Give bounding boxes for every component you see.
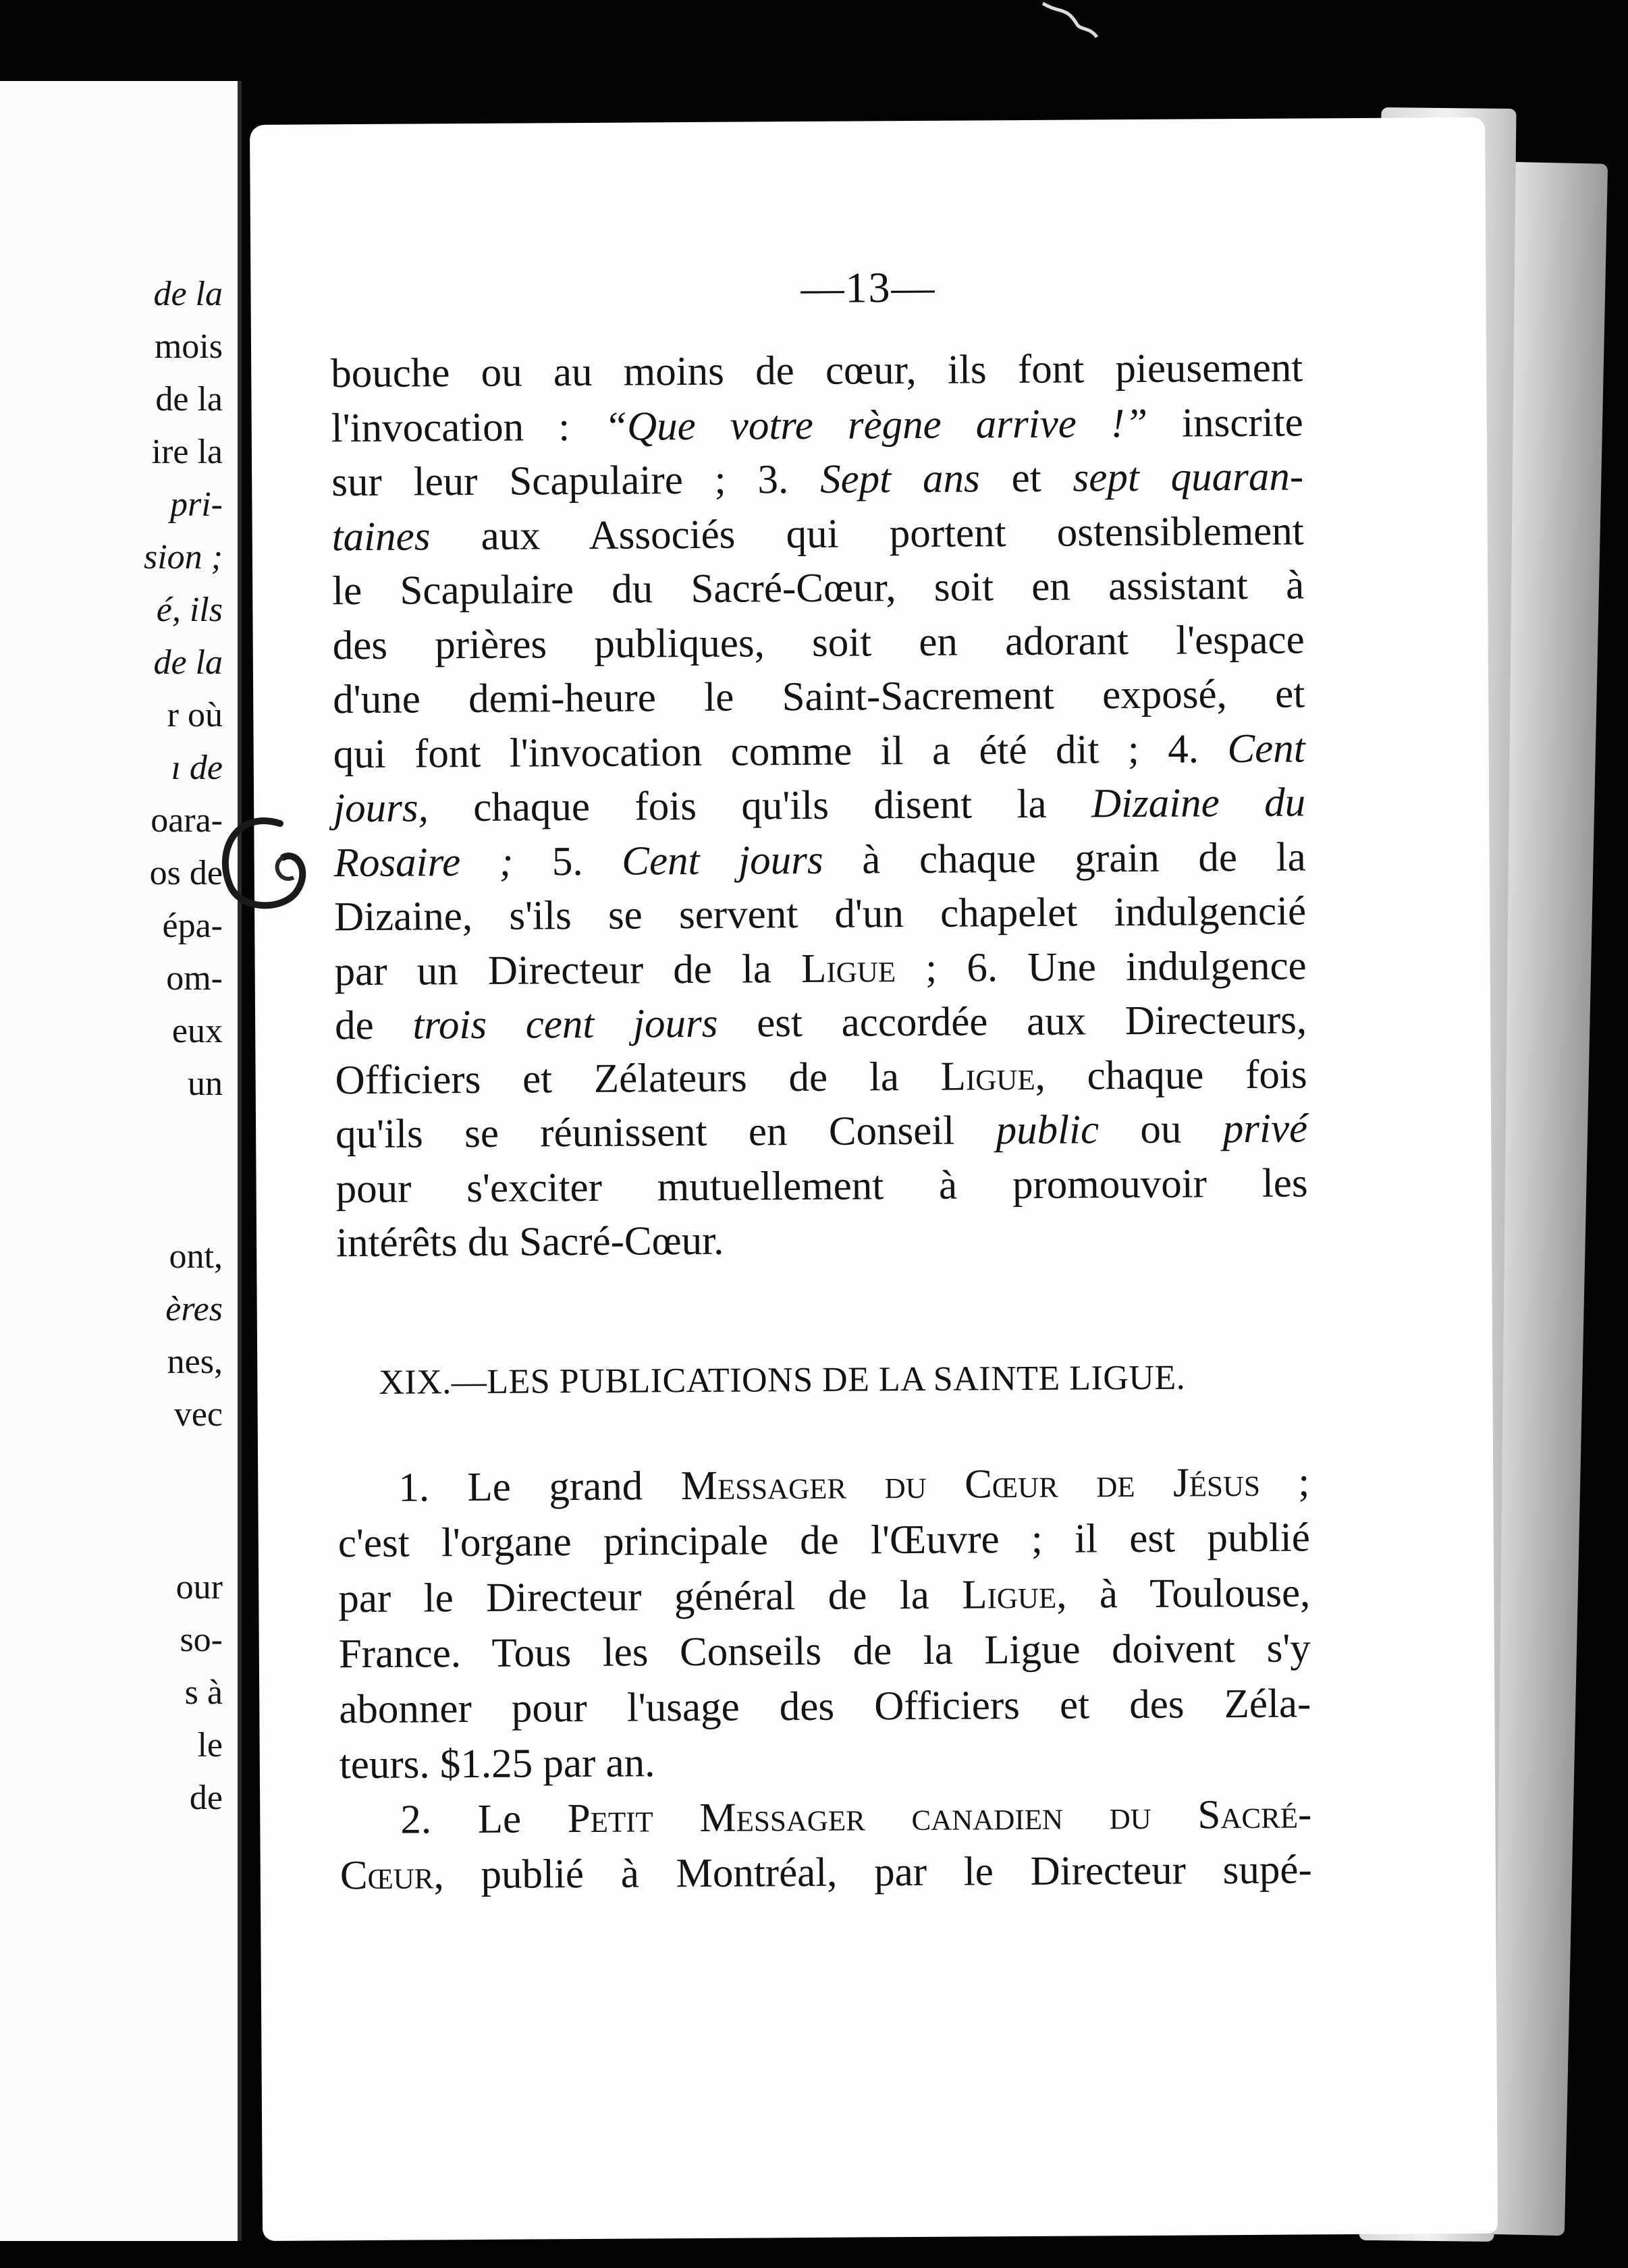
binding-string-icon xyxy=(216,810,317,918)
text-segment: est accordée aux Directeurs, xyxy=(717,997,1307,1046)
left-page-fragment: de la xyxy=(155,380,223,418)
text-segment: 2. Le xyxy=(400,1796,568,1843)
italic-text: trois cent jours xyxy=(412,1000,718,1048)
left-page-fragment: oara- xyxy=(151,801,223,840)
text-line xyxy=(335,993,1307,1053)
text-segment: l'invocation : xyxy=(331,404,605,451)
text-segment: ; xyxy=(1259,1459,1310,1505)
text-line xyxy=(338,1510,1310,1571)
small-caps-text: Ligue xyxy=(801,945,896,992)
text-segment: Dizaine, s'ils se servent d'un chapelet indulgencié xyxy=(333,888,1307,940)
left-page-fragment: de la xyxy=(153,643,223,682)
text-segment: sur leur Scapulaire ; 3. xyxy=(331,456,821,506)
text-line xyxy=(334,884,1306,944)
left-page-fragment: ire la xyxy=(151,433,223,471)
text-line xyxy=(334,939,1306,999)
text-segment: par un Directeur de la xyxy=(334,946,802,994)
left-page xyxy=(0,81,242,2241)
text-line xyxy=(335,1156,1307,1216)
text-line xyxy=(331,504,1303,564)
text-line xyxy=(340,1731,1311,1793)
section-heading: XIX.—LES PUBLICATIONS DE LA SAINTE LIGUE. xyxy=(379,1358,1186,1402)
text-segment: intérêts du Sacré-Cœur. xyxy=(335,1218,724,1266)
text-segment: teurs. $1.25 par an. xyxy=(339,1740,655,1788)
text-segment: ; 6. Une indulgence xyxy=(895,942,1307,991)
text-segment: qu'ils se réunissent en Conseil xyxy=(335,1108,996,1158)
italic-text: Cent jours xyxy=(622,837,823,884)
text-segment: de xyxy=(334,1002,413,1049)
text-segment: Officiers et Zélateurs de la xyxy=(335,1054,941,1103)
left-page-fragment: de la xyxy=(153,275,223,313)
text-segment: bouche ou au moins de cœur, ils font pieusement xyxy=(331,345,1303,397)
text-line xyxy=(333,830,1305,890)
left-page-fragment: mois xyxy=(154,327,223,366)
text-line xyxy=(335,1048,1307,1108)
page-number: —13— xyxy=(801,263,936,313)
small-caps-text: Cœur xyxy=(340,1852,434,1899)
text-line xyxy=(333,722,1305,782)
left-page-fragment: ères xyxy=(165,1290,223,1328)
left-page-fragment: our xyxy=(175,1568,223,1606)
text-line xyxy=(332,613,1304,673)
publications-section xyxy=(337,1455,1312,1904)
body-text xyxy=(331,341,1308,1270)
text-line xyxy=(340,1787,1311,1848)
small-caps-text: Ligue xyxy=(940,1053,1035,1100)
text-segment: 5. xyxy=(512,838,622,885)
italic-text: Cent xyxy=(1227,725,1305,772)
text-segment: , à Toulouse, xyxy=(1056,1570,1311,1617)
left-page-fragment: so- xyxy=(180,1621,223,1659)
text-segment: par le Directeur général de la xyxy=(338,1572,962,1622)
left-page-fragment: om- xyxy=(166,959,223,998)
italic-text: taines xyxy=(331,513,431,560)
text-segment: à chaque grain de la xyxy=(823,834,1306,883)
left-page-fragment: s à xyxy=(184,1673,223,1712)
left-page-fragment: eux xyxy=(171,1012,223,1050)
italic-text: “Que votre règne arrive !” xyxy=(603,400,1148,450)
italic-text: privé xyxy=(1222,1106,1308,1152)
left-page-fragment: vec xyxy=(173,1395,223,1434)
left-page-fragment: ı de xyxy=(171,749,223,787)
text-segment: France. Tous les Conseils de la Ligue doivent s'y xyxy=(338,1625,1311,1677)
text-segment: des prières publiques, soit en adorant l'espace xyxy=(332,616,1305,668)
italic-text: Dizaine du xyxy=(1091,780,1306,827)
small-caps-text: Petit Messager canadien du Sacré- xyxy=(567,1791,1312,1842)
left-page-fragment: le xyxy=(197,1726,223,1764)
small-caps-text: Ligue xyxy=(962,1571,1057,1618)
text-segment: , chaque fois xyxy=(1035,1051,1307,1099)
left-page-fragment: pri- xyxy=(170,485,223,524)
left-page-fragment: nes, xyxy=(167,1343,223,1381)
text-segment: c'est l'organe principale de l'Œuvre ; il est publié xyxy=(337,1515,1311,1567)
text-segment: qui font l'invocation comme il a été dit ; 4. xyxy=(333,726,1228,777)
left-page-fragment: os de xyxy=(149,854,223,892)
text-line xyxy=(337,1455,1309,1516)
text-line xyxy=(333,776,1305,836)
text-line xyxy=(332,558,1304,618)
text-segment: chaque fois qu'ils disent la xyxy=(428,781,1092,831)
text-segment: aux Associés qui portent ostensiblement xyxy=(430,508,1304,559)
text-line xyxy=(339,1676,1311,1737)
text-line xyxy=(331,396,1303,456)
text-segment: , publié à Montréal, par le Directeur supé- xyxy=(433,1847,1313,1898)
corner-scratch-icon xyxy=(1039,0,1100,54)
left-page-fragment: épa- xyxy=(162,907,223,945)
text-segment: et xyxy=(979,455,1073,502)
italic-text: Rosaire ; xyxy=(333,839,514,886)
left-page-fragment: ont, xyxy=(169,1237,223,1276)
left-page-fragment: é, ils xyxy=(156,591,223,629)
left-page-fragment: sion ; xyxy=(144,538,223,576)
text-line xyxy=(331,450,1303,510)
text-line xyxy=(336,1210,1308,1270)
left-page-fragment: de xyxy=(189,1779,223,1817)
text-segment: le Scapulaire du Sacré-Cœur, soit en assistant à xyxy=(332,562,1305,614)
text-line xyxy=(335,1102,1307,1162)
small-caps-text: Messager du Cœur de Jésus xyxy=(680,1459,1261,1509)
text-segment: 1. Le grand xyxy=(398,1463,681,1511)
text-segment: pour s'exciter mutuellement à promouvoir les xyxy=(335,1160,1308,1212)
text-segment: abonner pour l'usage des Officiers et des Zéla- xyxy=(339,1681,1311,1733)
italic-text: public xyxy=(996,1107,1100,1154)
left-page-fragment: un xyxy=(188,1064,223,1103)
text-segment: ou xyxy=(1098,1106,1223,1153)
text-line xyxy=(331,341,1303,401)
italic-text: Sept ans xyxy=(819,456,980,502)
text-segment: d'une demi-heure le Saint-Sacrement exposé, et xyxy=(333,671,1305,723)
italic-text: sept quaran- xyxy=(1073,454,1304,501)
text-line xyxy=(333,667,1305,727)
italic-text: jours, xyxy=(333,785,429,832)
text-line xyxy=(338,1565,1310,1627)
left-page-fragment: r où xyxy=(167,696,223,734)
text-line xyxy=(339,1621,1311,1682)
right-page xyxy=(250,117,1498,2241)
text-line xyxy=(340,1842,1312,1904)
text-segment: inscrite xyxy=(1147,399,1303,446)
